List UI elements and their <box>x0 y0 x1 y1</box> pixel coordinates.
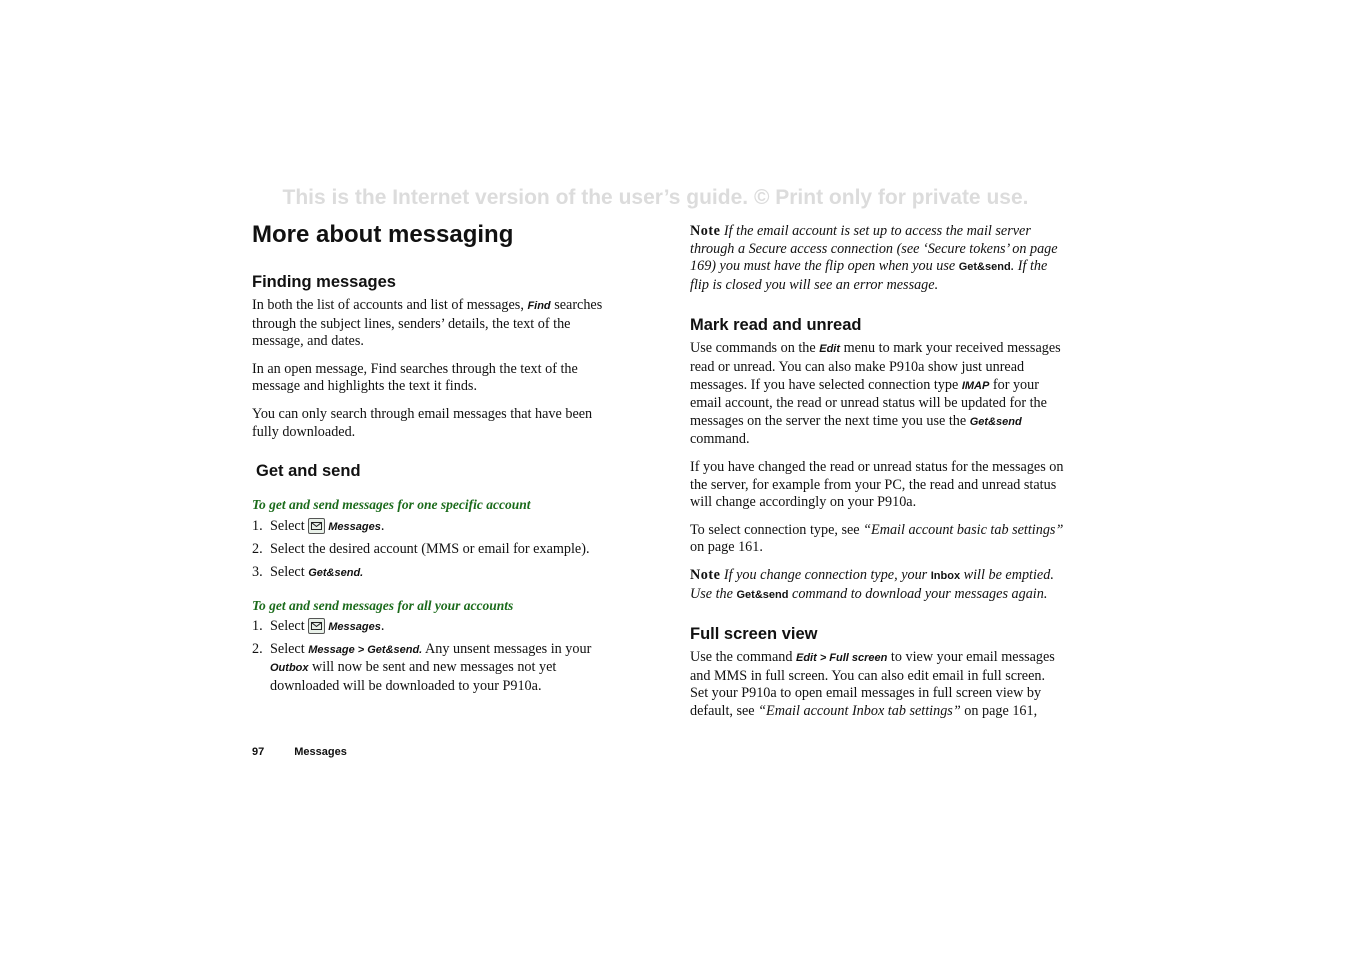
steps-one-account <box>252 518 622 583</box>
imap-connection-type: IMAP <box>961 379 990 392</box>
list-item: 1. Select Messages. <box>252 618 385 635</box>
messages-envelope-icon <box>308 518 325 534</box>
heading-mark-read-unread: Mark read and unread <box>690 316 862 335</box>
procedure-title-all-accounts: To get and send messages for all your accounts <box>252 597 514 613</box>
note-secure-access: Note If the email account is set up to access the mail server through a Secure access connection (see ‘Secure tokens’ on page 169) you must have the flip open when you use Get&send. If the flip is closed you will see an error message. <box>690 223 1058 293</box>
messages-envelope-icon <box>308 618 325 634</box>
mark-paragraph-3: To select connection type, see “Email account basic tab settings” on page 161. <box>690 521 1064 556</box>
mark-paragraph-1: Use commands on the Edit menu to mark your received messages read or unread. You can also make P910a show just unread messages. If you have selected connection type IMAP for your email account, the read or unread status will be updated for the messages on the server the next time you use the Get&send command. <box>690 340 1061 448</box>
find-command: Find <box>527 300 551 312</box>
list-item: 2. Select the desired account (MMS or email for example). <box>252 541 590 558</box>
list-item: 1. Select Messages. <box>252 517 385 534</box>
messages-command: Messages <box>328 520 381 533</box>
heading-full-screen-view: Full screen view <box>690 625 818 644</box>
mark-paragraph-2: If you have changed the read or unread status for the messages on the server, for example from your PC, the read and unread status will change accordingly on your P910a. <box>690 458 1064 511</box>
steps-all-accounts <box>252 618 622 695</box>
right-column <box>690 223 1065 720</box>
page-footer <box>252 746 347 758</box>
finding-paragraph-2: In an open message, Find searches through the text of the message and highlights the text it finds. <box>252 360 578 395</box>
inbox-folder-name: Inbox <box>930 569 961 582</box>
message-get-send-command: Message > Get&send. <box>308 643 423 656</box>
footer-section-name: Messages <box>294 746 347 758</box>
finding-paragraph-1: In both the list of accounts and list of messages, Find searches through the subject lines, senders’ details, the text of the message, and dates. <box>252 297 603 350</box>
heading-get-and-send: Get and send <box>256 462 361 481</box>
get-send-command: Get&send <box>736 588 789 601</box>
procedure-title-one-account: To get and send messages for one specific account <box>252 497 531 513</box>
page-title: More about messaging <box>252 221 514 248</box>
watermark: This is the Internet version of the user’s guide. © Print only for private use. <box>282 186 1029 209</box>
page-number: 97 <box>252 746 265 758</box>
list-item: 3. Select Get&send. <box>252 563 364 580</box>
get-send-command: Get&send <box>969 415 1022 428</box>
cross-reference: “Email account basic tab settings” <box>863 521 1064 538</box>
messages-command: Messages <box>328 621 381 634</box>
left-column <box>252 220 622 696</box>
edit-menu-command: Edit <box>819 343 841 356</box>
full-screen-paragraph: Use the command Edit > Full screen to view your email messages and MMS in full screen. You can also edit email in full screen. Set your P910a to open email messages in full screen view by default, see “Email account Inbox tab settings” on page 161, <box>690 649 1055 719</box>
edit-full-screen-command: Edit > Full screen <box>795 652 888 665</box>
heading-finding-messages: Finding messages <box>252 273 396 291</box>
finding-paragraph-3: You can only search through email messages that have been fully downloaded. <box>252 405 593 440</box>
cross-reference: “Email account Inbox tab settings” <box>758 702 961 719</box>
list-item: 2. Select Message > Get&send. Any unsent messages in your Outbox will now be sent and new messages not yet downloaded will be downloaded to your P910a. <box>252 640 592 694</box>
outbox-folder-name: Outbox <box>270 662 309 675</box>
get-send-command: Get&send <box>958 261 1011 274</box>
note-connection-type: Note If you change connection type, your Inbox will be emptied. Use the Get&send command to download your messages again. <box>690 566 1054 602</box>
get-send-command: Get&send. <box>308 566 364 579</box>
